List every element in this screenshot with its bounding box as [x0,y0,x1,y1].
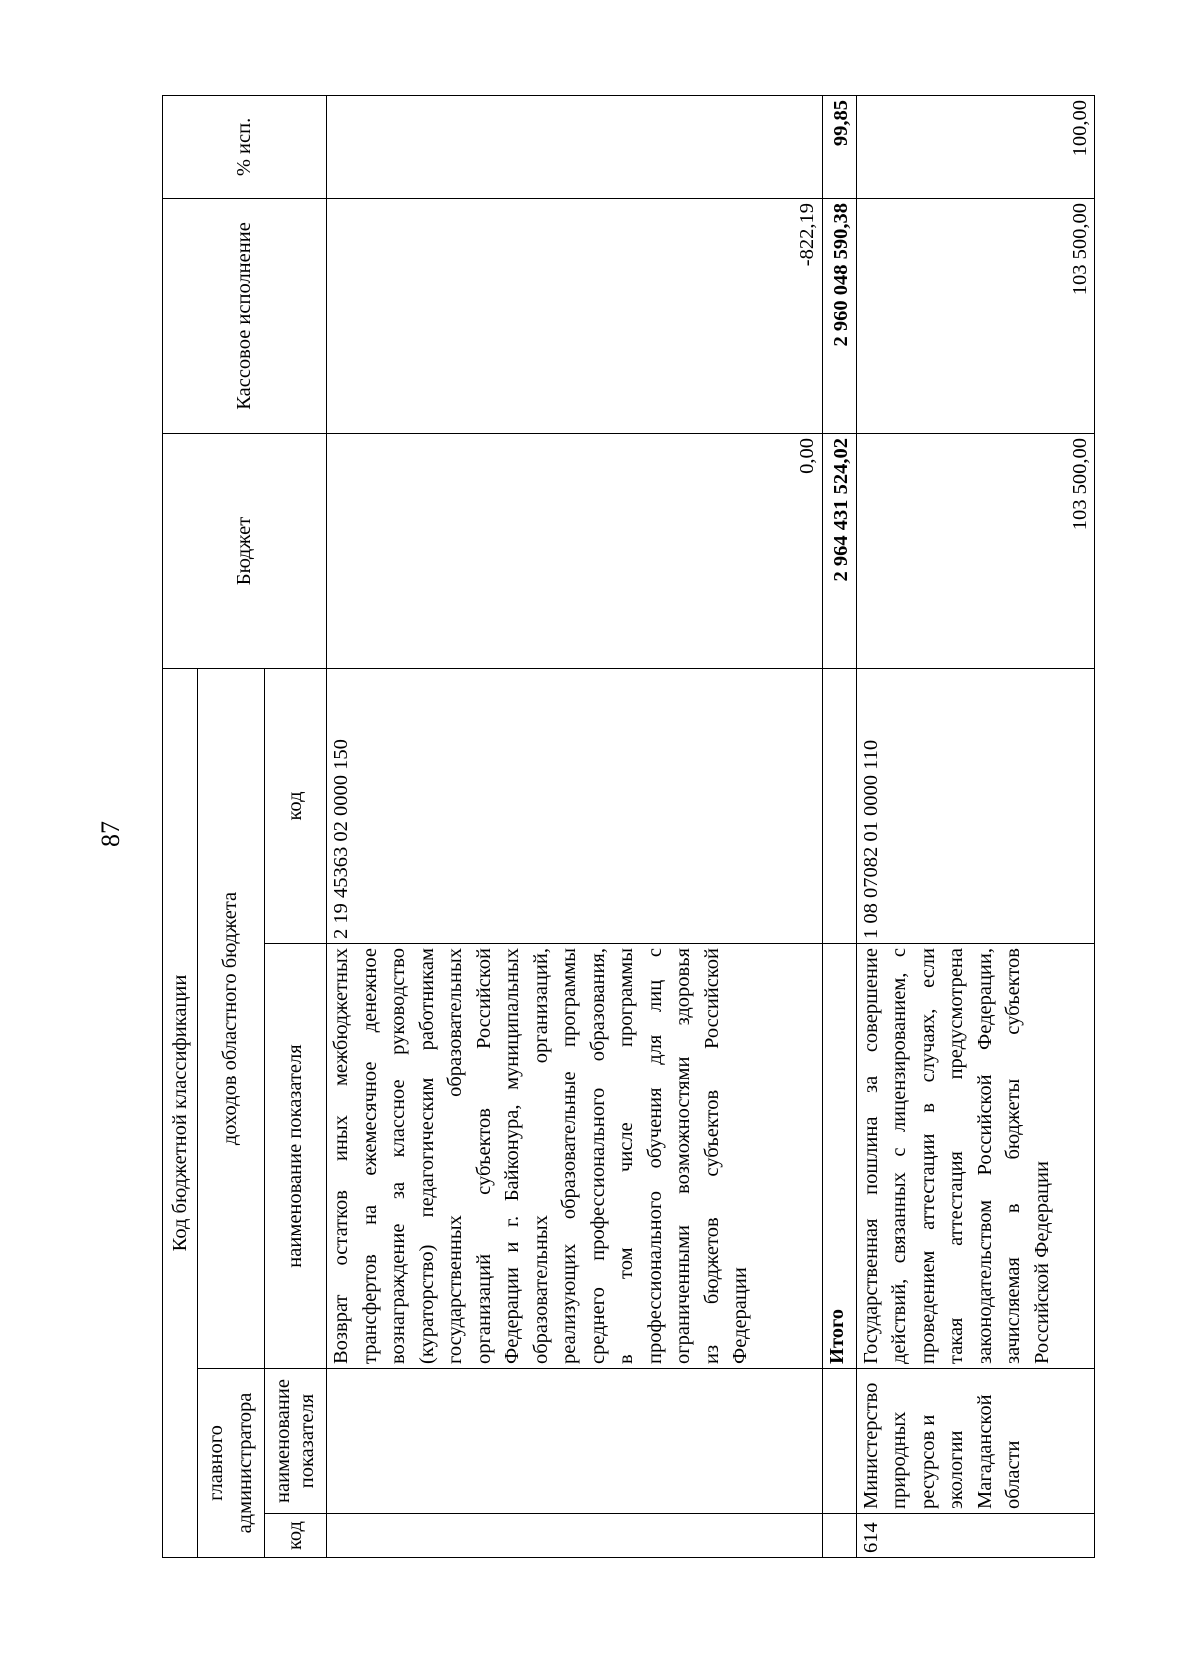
indicator-name-cell: Возврат остатков иных межбюджетных трансфертов на ежемесячное денежное вознаграждение за классное руководство (кураторство) педагогическим работникам государственных образовательных организаций субъектов Российской Федерации и г. Байконура, муниципальных образовательных организаций, реализующих образовательные программы среднего профессионального образования, в том числе программы профессионального обучения для лиц с ограниченными возможностями здоровья из бюджетов субъектов Российской Федерации [327,944,822,1369]
budget-cell: 103 500,00 [856,433,1094,668]
execution-cell: 103 500,00 [856,198,1094,433]
total-row [822,95,856,1557]
total-percent: 99,85 [822,95,856,198]
table-row [327,95,822,1557]
table-row [856,95,1094,1557]
revenue-code-cell: 2 19 45363 02 0000 150 [327,668,822,943]
header-budget-classification: Код бюджетной классификации [163,668,198,1557]
total-execution: 2 960 048 590,38 [822,198,856,433]
revenue-code-cell: 1 08 07082 01 0000 110 [856,668,1094,943]
total-label: Итого [822,944,856,1369]
indicator-name-cell: Государственная пошлина за совершение действий, связанных с лицензированием, с проведением аттестации в случаях, если такая аттестация предусмотрена законодательством Российской Федерации, зачисляемая в бюджеты субъектов Российской Федерации [856,944,1094,1369]
budget-table [162,95,1095,1558]
header-budget: Бюджет [163,433,327,668]
header-cash-execution: Кассовое исполнение [163,198,327,433]
header-admin-code: код [264,1514,326,1558]
total-budget: 2 964 431 524,02 [822,433,856,668]
header-revenue-code: код [264,668,326,943]
header-admin-name: наименование показателя [264,1369,326,1514]
admin-code-cell: 614 [856,1514,1094,1558]
percent-cell: 100,00 [856,95,1094,198]
header-regional-revenue: доходов областного бюджета [197,668,264,1368]
header-main-administrator: главного администратора [197,1369,264,1558]
admin-name-cell: Министерство природных ресурсов и экологии Магаданской области [856,1369,1094,1514]
percent-cell [327,95,822,198]
header-indicator-name: наименование показателя [264,944,326,1369]
header-percent: % исп. [163,95,327,198]
page-number: 87 [96,821,125,847]
admin-code-cell [327,1514,822,1558]
budget-cell: 0,00 [327,433,822,668]
admin-name-cell [327,1369,822,1514]
execution-cell: -822,19 [327,198,822,433]
